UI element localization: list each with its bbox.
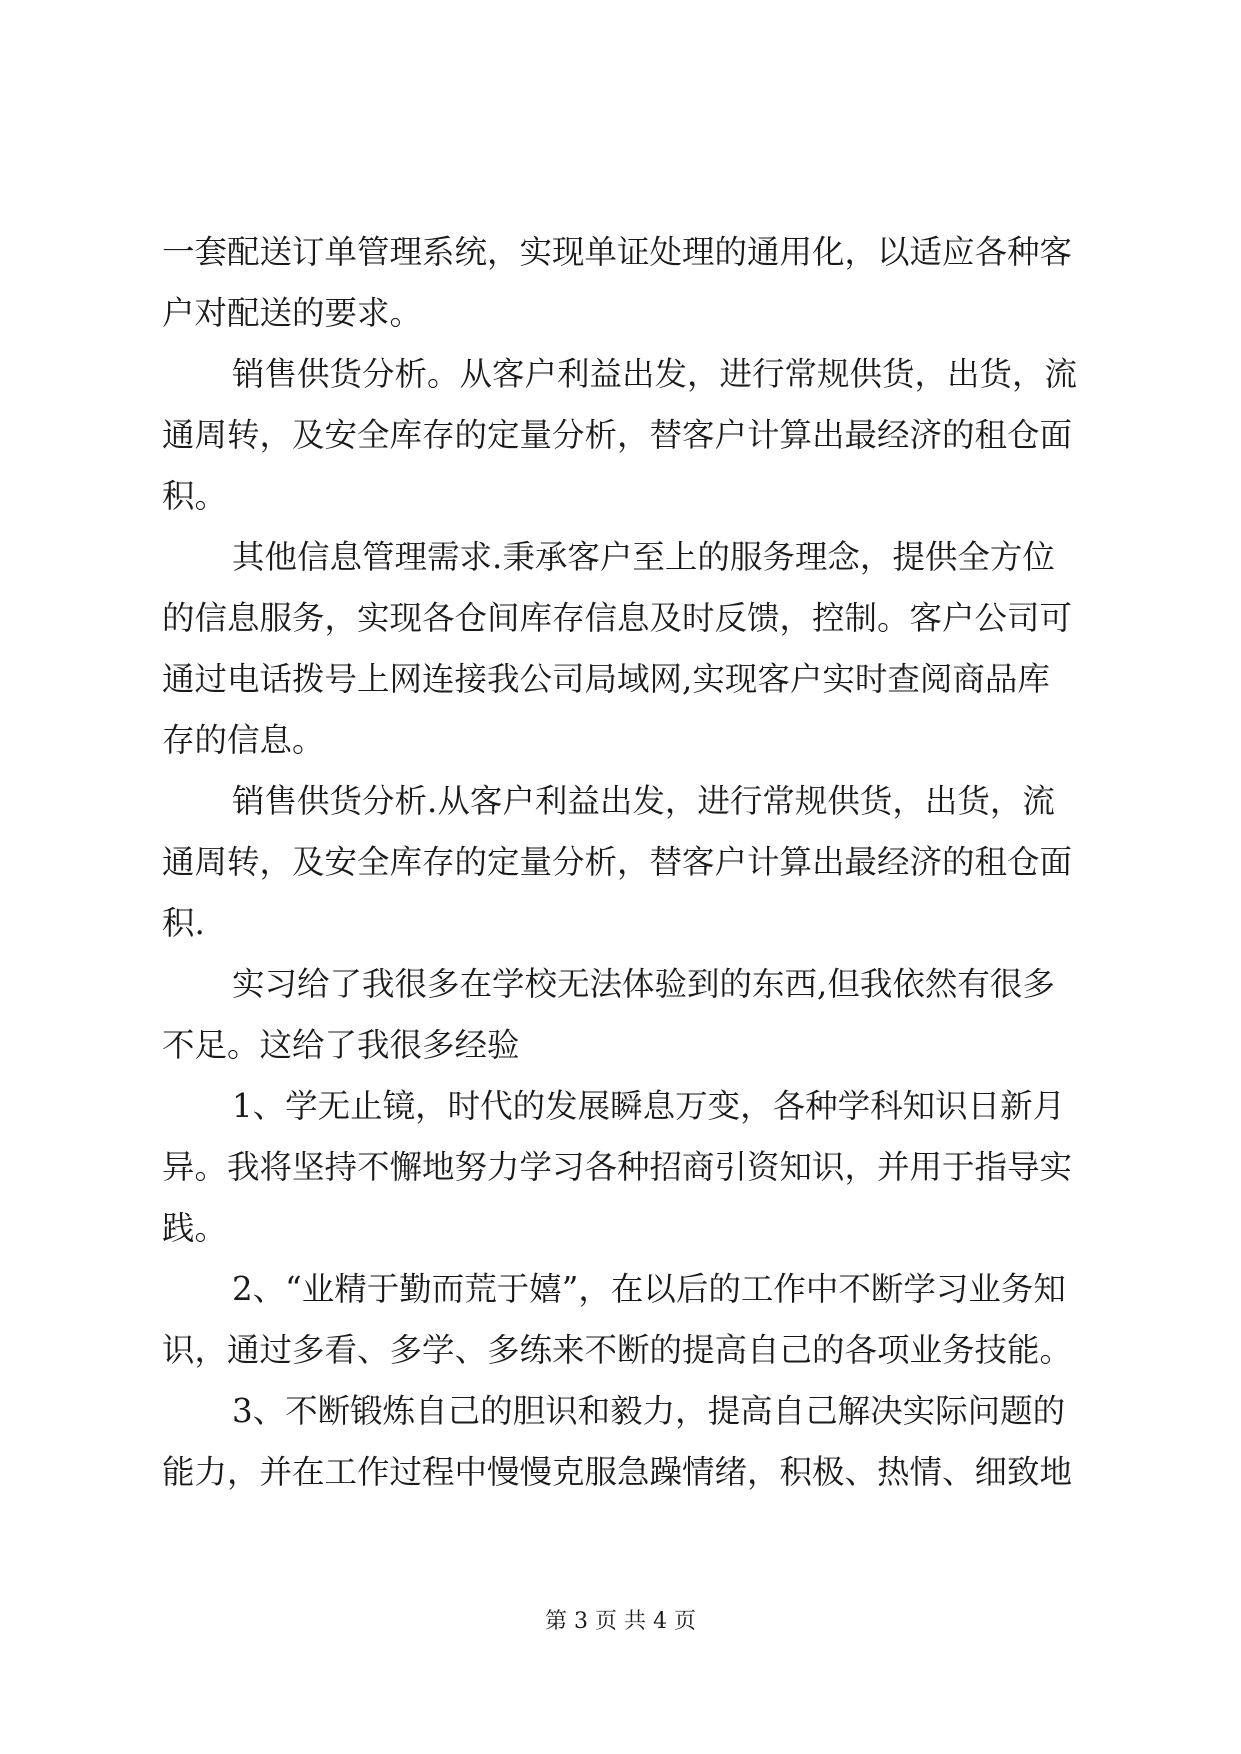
text-line: 存的信息。 <box>162 721 325 759</box>
text-line: 通周转，及安全库存的定量分析，替客户计算出最经济的租仓面 <box>162 843 1073 881</box>
text-line: 不足。这给了我很多经验 <box>162 1026 520 1064</box>
text-line: 践。 <box>162 1209 228 1247</box>
text-line: 识，通过多看、多学、多练来不断的提高自己的各项业务技能。 <box>162 1331 1073 1369</box>
text-line: 一套配送订单管理系统，实现单证处理的通用化，以适应各种客 <box>162 233 1073 271</box>
text-line: 3、不断锻炼自己的胆识和毅力，提高自己解决实际问题的 <box>232 1392 1066 1430</box>
page-number-label: 第 3 页 共 4 页 <box>545 1609 696 1634</box>
text-line: 2、“业精于勤而荒于嬉”，在以后的工作中不断学习业务知 <box>232 1270 1066 1308</box>
text-line: 户对配送的要求。 <box>162 294 423 332</box>
text-line: 的信息服务，实现各仓间库存信息及时反馈，控制。客户公司可 <box>162 599 1073 637</box>
page-footer <box>0 1607 1241 1637</box>
text-line: 能力，并在工作过程中慢慢克服急躁情绪，积极、热情、细致地 <box>162 1453 1073 1491</box>
text-line: 通周转，及安全库存的定量分析，替客户计算出最经济的租仓面 <box>162 416 1073 454</box>
text-line: 实习给了我很多在学校无法体验到的东西,但我依然有很多 <box>232 965 1055 1003</box>
text-line: 其他信息管理需求.秉承客户至上的服务理念，提供全方位 <box>232 538 1055 576</box>
text-line: 销售供货分析。从客户利益出发，进行常规供货，出货，流 <box>232 355 1078 393</box>
text-line: 销售供货分析.从客户利益出发，进行常规供货，出货，流 <box>232 782 1055 820</box>
document-body <box>162 222 1102 1503</box>
text-line: 积。 <box>162 477 228 515</box>
text-line: 通过电话拨号上网连接我公司局域网,实现客户实时查阅商品库 <box>162 660 1050 698</box>
text-line: 异。我将坚持不懈地努力学习各种招商引资知识，并用于指导实 <box>162 1148 1073 1186</box>
text-line: 积. <box>162 904 205 942</box>
text-line: 1、学无止镜，时代的发展瞬息万变，各种学科知识日新月 <box>232 1087 1066 1125</box>
